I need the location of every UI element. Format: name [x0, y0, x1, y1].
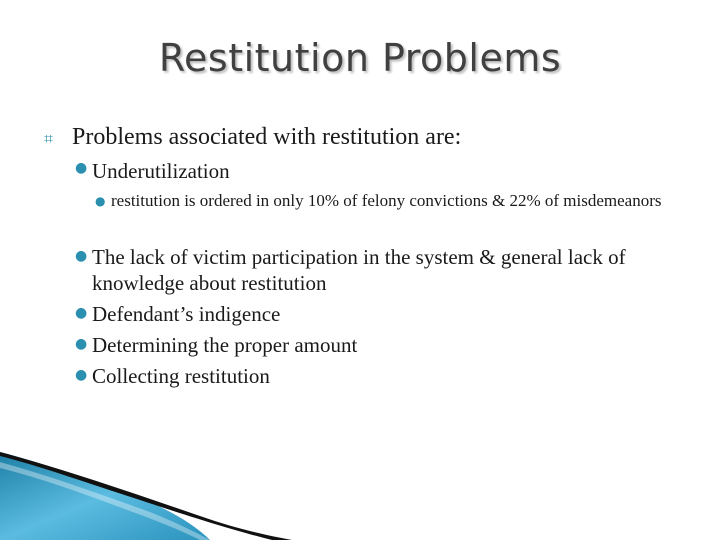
bullet-indigence: Defendant’s indigence	[92, 302, 281, 326]
bullet-underutilization-detail: restitution is ordered in only 10% of felony convictions & 22% of misdemeanors	[111, 191, 662, 210]
dot-bullet-icon: ●	[75, 336, 88, 352]
dot-bullet-icon: ●	[75, 248, 88, 264]
bullet-victim-participation: The lack of victim participation in the system & general lack of knowledge about restitution	[92, 245, 626, 295]
dot-bullet-icon: ●	[75, 160, 88, 176]
slide-title: Restitution Problems	[158, 36, 562, 80]
dot-bullet-icon: ●	[75, 367, 88, 383]
bullet-proper-amount: Determining the proper amount	[92, 333, 358, 357]
dot-bullet-icon: ●	[75, 305, 88, 321]
square-bullet-icon: ⌗	[44, 129, 54, 148]
dot-bullet-icon: ●	[95, 194, 106, 208]
bullet-underutilization: Underutilization	[92, 159, 230, 183]
bullet-collecting: Collecting restitution	[92, 364, 270, 388]
main-bullet-text: Problems associated with restitution are:	[72, 124, 462, 150]
